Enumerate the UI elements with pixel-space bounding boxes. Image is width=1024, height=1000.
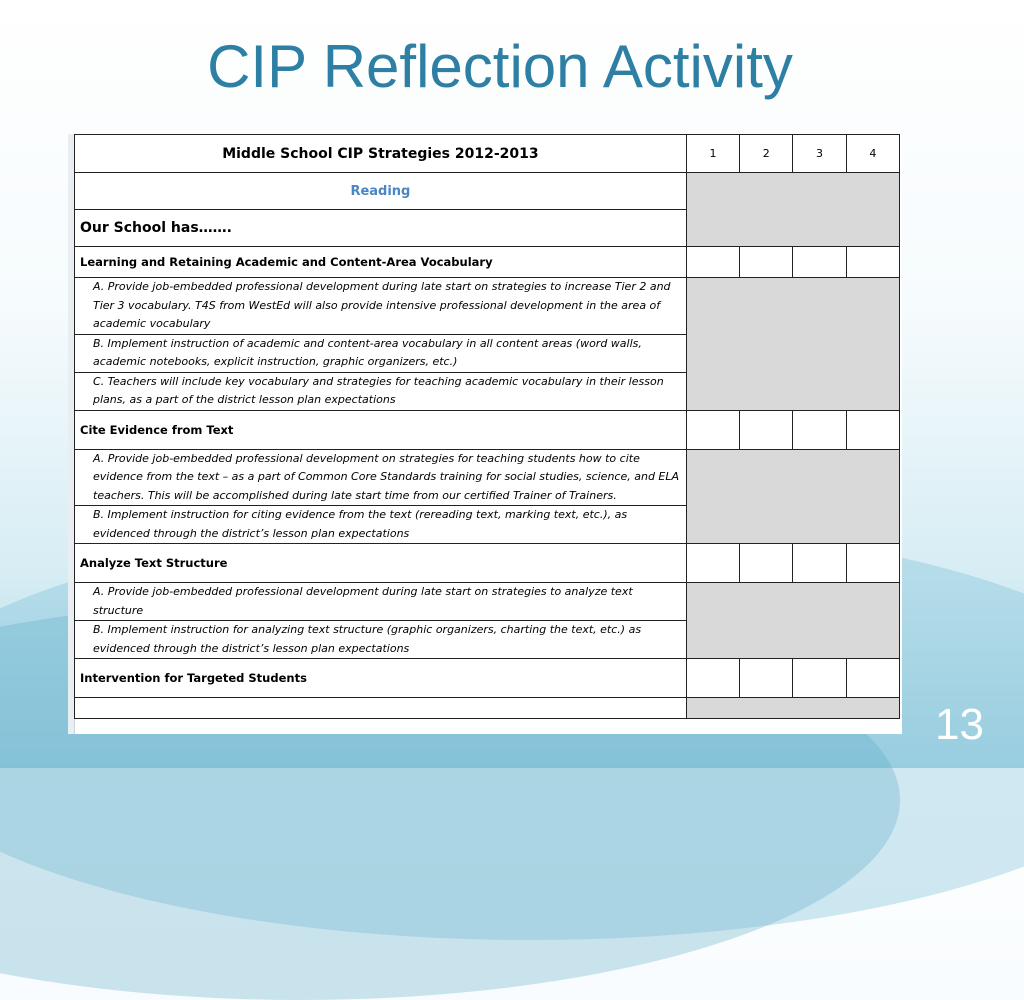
section-title: Analyze Text Structure xyxy=(75,544,687,583)
section-title: Cite Evidence from Text xyxy=(75,410,687,449)
subject-row xyxy=(75,173,900,210)
strategy-item: A. Provide job-embedded professional development on strategies for teaching students how to cite evidence from the text – as a part of Common Core Standards training for social studies, science, and ELA teachers. This will be accomplished during late start time from our certified Trainer of Trainers. xyxy=(75,449,687,506)
rating-cell[interactable] xyxy=(740,247,793,278)
rating-column-header: 3 xyxy=(793,135,846,173)
slide-number: 13 xyxy=(935,700,984,749)
rating-cell[interactable] xyxy=(846,544,899,583)
rating-cell[interactable] xyxy=(686,544,739,583)
rating-column-header: 4 xyxy=(846,135,899,173)
strategy-item: B. Implement instruction of academic and content-area vocabulary in all content areas (word walls, academic notebooks, explicit instruction, graphic organizers, etc.) xyxy=(75,334,687,372)
strategy-item: A. Provide job-embedded professional development during late start on strategies to increase Tier 2 and Tier 3 vocabulary. T4S from WestEd will also provide intensive professional development in the area of academic vocabulary xyxy=(75,278,687,335)
rating-cell[interactable] xyxy=(793,410,846,449)
strategy-item: A. Provide job-embedded professional development during late start on strategies to analyze text structure xyxy=(75,583,687,621)
rating-cell[interactable] xyxy=(846,247,899,278)
strategy-item-cut-off xyxy=(75,698,687,719)
rating-cell[interactable] xyxy=(740,410,793,449)
strategy-item: B. Implement instruction for analyzing text structure (graphic organizers, charting the text, etc.) as evidenced through the district’s lesson plan expectations xyxy=(75,621,687,659)
strategy-item: C. Teachers will include key vocabulary and strategies for teaching academic vocabulary in their lesson plans, as a part of the district lesson plan expectations xyxy=(75,372,687,410)
rating-cell[interactable] xyxy=(740,659,793,698)
rating-cell[interactable] xyxy=(740,544,793,583)
rating-cell[interactable] xyxy=(793,247,846,278)
section-row xyxy=(75,410,900,449)
slide-title: CIP Reflection Activity xyxy=(207,33,793,100)
table-title: Middle School CIP Strategies 2012-2013 xyxy=(75,135,687,173)
shaded-cell xyxy=(686,278,899,411)
strategy-item: B. Implement instruction for citing evidence from the text (rereading text, marking text, etc.), as evidenced through the district’s lesson plan expectations xyxy=(75,506,687,544)
rating-cell[interactable] xyxy=(686,247,739,278)
subject-label: Reading xyxy=(75,173,687,210)
section-title: Intervention for Targeted Students xyxy=(75,659,687,698)
rating-cell[interactable] xyxy=(686,659,739,698)
rating-cell[interactable] xyxy=(793,544,846,583)
rating-column-header: 2 xyxy=(740,135,793,173)
shaded-cell xyxy=(686,449,899,544)
rating-column-header: 1 xyxy=(686,135,739,173)
rating-cell[interactable] xyxy=(793,659,846,698)
strategies-table xyxy=(74,134,900,719)
section-row xyxy=(75,544,900,583)
section-title: Learning and Retaining Academic and Content-Area Vocabulary xyxy=(75,247,687,278)
shaded-cell xyxy=(686,173,899,247)
section-row xyxy=(75,247,900,278)
item-row xyxy=(75,698,900,719)
header-row xyxy=(75,135,900,173)
rating-cell[interactable] xyxy=(686,410,739,449)
item-row xyxy=(75,449,900,506)
strategies-spreadsheet xyxy=(68,134,902,734)
item-row xyxy=(75,278,900,335)
intro-label: Our School has……. xyxy=(75,210,687,247)
rating-cell[interactable] xyxy=(846,659,899,698)
shaded-cell xyxy=(686,698,899,719)
item-row xyxy=(75,583,900,621)
section-row xyxy=(75,659,900,698)
shaded-cell xyxy=(686,583,899,659)
rating-cell[interactable] xyxy=(846,410,899,449)
